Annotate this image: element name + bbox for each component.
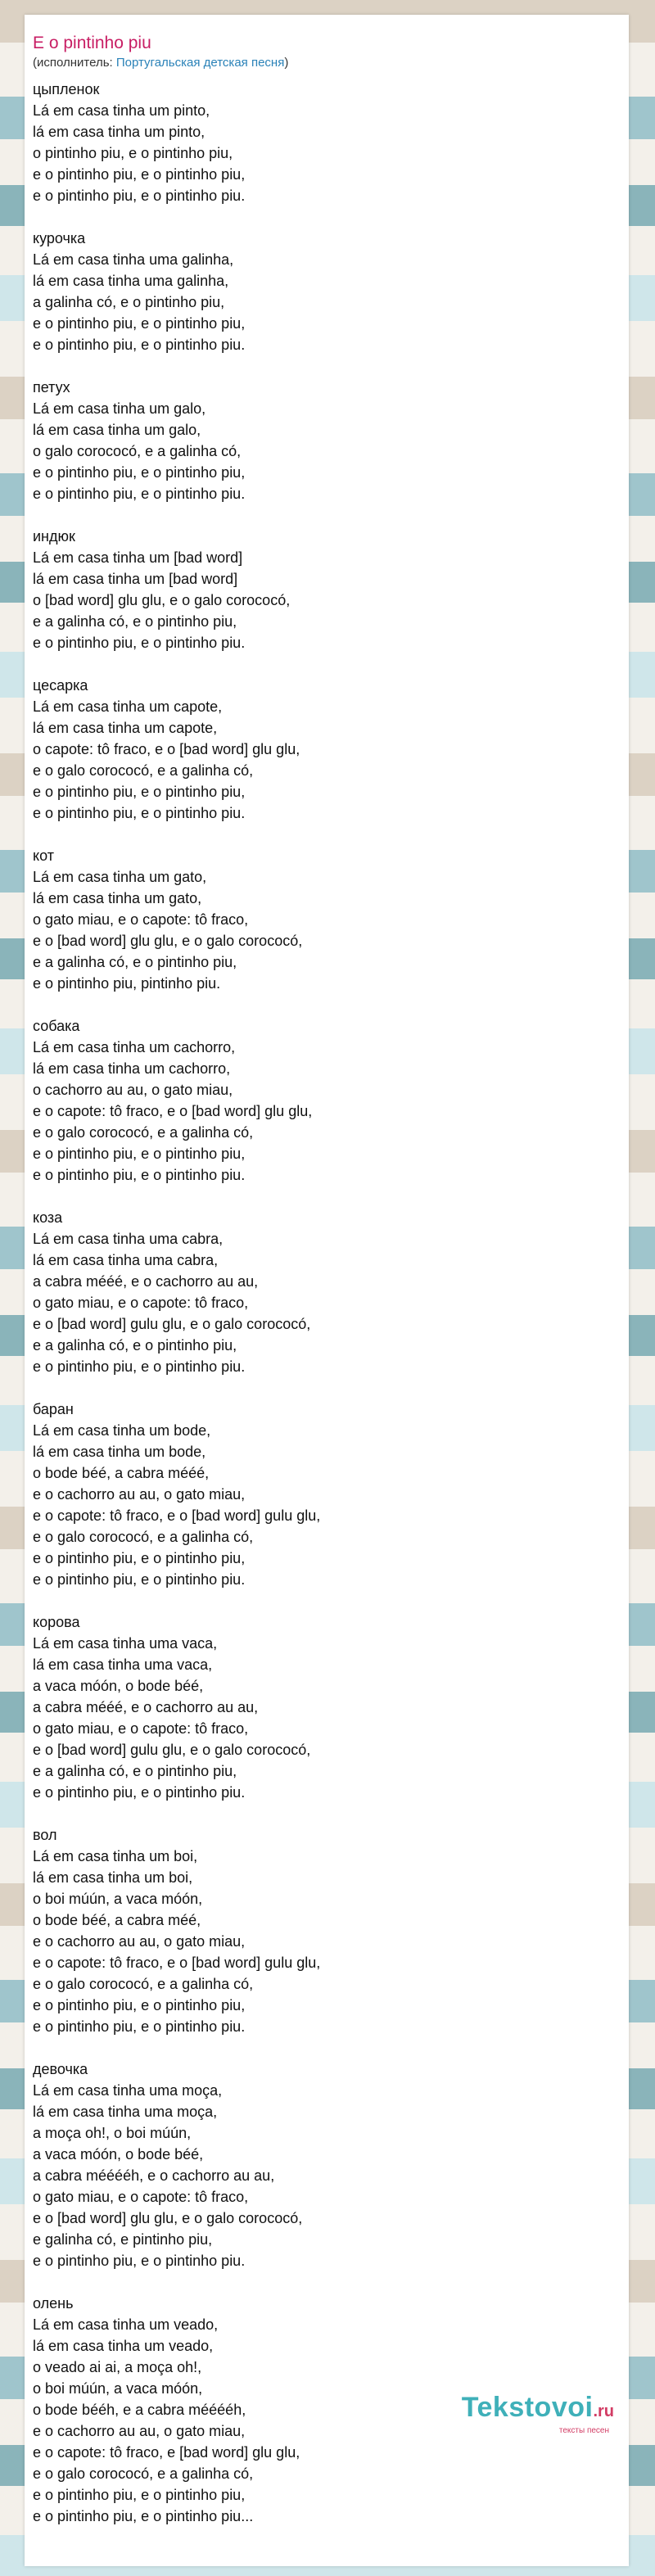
- lyric-line: Lá em casa tinha um [bad word]: [33, 549, 243, 566]
- lyric-line: Lá em casa tinha um veado,: [33, 2316, 219, 2333]
- lyric-line: e o pintinho piu, e o pintinho piu.: [33, 1571, 246, 1588]
- lyric-line: o boi múún, a vaca móón,: [33, 1891, 203, 1907]
- lyrics-stanza: [33, 675, 622, 824]
- stanza-heading: баран: [33, 1401, 74, 1417]
- lyric-line: o pintinho piu, e o pintinho piu,: [33, 145, 233, 161]
- lyric-line: Lá em casa tinha um capote,: [33, 698, 223, 715]
- logo-wordmark: [462, 2393, 614, 2426]
- lyric-line: o gato miau, e o capote: tô fraco,: [33, 911, 249, 928]
- lyric-line: e a galinha có, e o pintinho piu,: [33, 1337, 237, 1354]
- lyric-line: o boi múún, a vaca móón,: [33, 2380, 203, 2397]
- lyric-line: o cachorro au au, o gato miau,: [33, 1082, 233, 1098]
- lyric-line: e o cachorro au au, o gato miau,: [33, 1486, 246, 1503]
- lyric-line: e o pintinho piu, e o pintinho piu,: [33, 784, 246, 800]
- lyric-line: e o capote: tô fraco, e o [bad word] gulu glu,: [33, 1507, 321, 1524]
- stanza-heading: цесарка: [33, 677, 88, 694]
- lyric-line: e o [bad word] glu glu, e o galo corococó,: [33, 2210, 303, 2226]
- lyric-line: e o [bad word] glu glu, e o galo corococó,: [33, 933, 303, 949]
- lyric-line: e o pintinho piu, e o pintinho piu.: [33, 1784, 246, 1801]
- lyric-line: e o galo corococó, e a galinha có,: [33, 1976, 254, 1992]
- lyric-line: e o pintinho piu, e o pintinho piu,: [33, 464, 246, 481]
- lyric-line: o gato miau, e o capote: tô fraco,: [33, 2189, 249, 2205]
- lyric-line: e o pintinho piu, e o pintinho piu,: [33, 1997, 246, 2013]
- lyric-line: lá em casa tinha um galo,: [33, 422, 201, 438]
- lyric-line: lá em casa tinha um [bad word]: [33, 571, 238, 587]
- lyric-line: e a galinha có, e o pintinho piu,: [33, 954, 237, 970]
- lyric-line: lá em casa tinha uma moça,: [33, 2104, 218, 2120]
- stanza-heading: кот: [33, 847, 54, 864]
- stanza-heading: курочка: [33, 230, 86, 246]
- stanza-heading: собака: [33, 1018, 80, 1034]
- lyric-line: a galinha có, e o pintinho piu,: [33, 294, 225, 310]
- lyrics-stanza: [33, 1399, 622, 1590]
- lyrics-card: [25, 15, 629, 2566]
- lyrics-stanza: [33, 1824, 622, 2037]
- stanza-heading: олень: [33, 2295, 74, 2312]
- lyric-line: lá em casa tinha um gato,: [33, 890, 202, 906]
- lyric-line: o gato miau, e o capote: tô fraco,: [33, 1295, 249, 1311]
- lyric-line: e a galinha có, e o pintinho piu,: [33, 1763, 237, 1779]
- lyric-line: lá em casa tinha um cachorro,: [33, 1060, 231, 1077]
- lyric-line: e o pintinho piu, e o pintinho piu,: [33, 1550, 246, 1566]
- lyric-line: e o galo corococó, e a galinha có,: [33, 1529, 254, 1545]
- lyrics-stanza: [33, 1207, 622, 1377]
- lyric-line: lá em casa tinha uma cabra,: [33, 1252, 219, 1268]
- lyric-line: Lá em casa tinha um gato,: [33, 869, 207, 885]
- lyric-line: Lá em casa tinha um galo,: [33, 400, 206, 417]
- logo-name: Tekstovoi: [461, 2392, 594, 2423]
- lyric-line: o bode béé, a cabra méé,: [33, 1912, 201, 1928]
- lyrics-stanza: [33, 2059, 622, 2271]
- lyric-line: e o pintinho piu, e o pintinho piu.: [33, 2253, 246, 2269]
- site-logo[interactable]: [462, 2393, 614, 2436]
- lyric-line: e o pintinho piu, e o pintinho piu.: [33, 2018, 246, 2035]
- stanza-heading: вол: [33, 1827, 57, 1843]
- lyric-line: Lá em casa tinha um bode,: [33, 1422, 211, 1439]
- lyric-line: e o pintinho piu, e o pintinho piu.: [33, 805, 246, 821]
- lyric-line: lá em casa tinha um boi,: [33, 1869, 193, 1886]
- lyric-line: e o pintinho piu, e o pintinho piu,: [33, 166, 246, 183]
- logo-tagline: тексты песен: [558, 2426, 609, 2435]
- lyric-line: o capote: tô fraco, e o [bad word] glu glu,: [33, 741, 300, 757]
- lyric-line: lá em casa tinha um veado,: [33, 2338, 214, 2354]
- lyric-line: e o capote: tô fraco, e o [bad word] gulu glu,: [33, 1955, 321, 1971]
- lyric-line: Lá em casa tinha uma galinha,: [33, 251, 234, 268]
- lyric-line: e o pintinho piu, e o pintinho piu,: [33, 315, 246, 332]
- song-title: E o pintinho piu: [33, 34, 151, 52]
- lyric-line: e galinha có, e pintinho piu,: [33, 2231, 213, 2248]
- lyric-line: e o pintinho piu, e o pintinho piu.: [33, 486, 246, 502]
- lyric-line: e o cachorro au au, o gato miau,: [33, 1933, 246, 1950]
- lyric-line: o bode bééh, e a cabra mééééh,: [33, 2402, 246, 2418]
- lyric-line: lá em casa tinha um capote,: [33, 720, 218, 736]
- lyric-line: e o capote: tô fraco, e o [bad word] glu glu,: [33, 1103, 313, 1119]
- lyric-line: Lá em casa tinha uma cabra,: [33, 1231, 224, 1247]
- lyric-line: Lá em casa tinha um pinto,: [33, 102, 210, 119]
- artist-suffix: ): [284, 56, 289, 70]
- lyric-line: o [bad word] glu glu, e o galo corococó,: [33, 592, 291, 608]
- lyric-line: lá em casa tinha uma vaca,: [33, 1656, 213, 1673]
- lyrics-stanza: [33, 1611, 622, 1803]
- stanza-heading: индюк: [33, 528, 75, 545]
- stanza-heading: корова: [33, 1614, 80, 1630]
- stanza-heading: петух: [33, 379, 70, 395]
- lyric-line: a vaca móón, o bode béé,: [33, 2146, 204, 2162]
- lyric-line: Lá em casa tinha uma moça,: [33, 2082, 223, 2099]
- lyric-line: lá em casa tinha um pinto,: [33, 124, 206, 140]
- lyric-line: e o galo corococó, e a galinha có,: [33, 1124, 254, 1141]
- lyric-line: o gato miau, e o capote: tô fraco,: [33, 1720, 249, 1737]
- lyric-line: a cabra mééé, e o cachorro au au,: [33, 1699, 259, 1715]
- artist-prefix: (исполнитель:: [33, 56, 116, 70]
- lyric-line: e o pintinho piu, e o pintinho piu.: [33, 188, 246, 204]
- lyric-line: e o pintinho piu, pintinho piu.: [33, 975, 221, 992]
- lyric-line: e o pintinho piu, e o pintinho piu.: [33, 1167, 246, 1183]
- lyric-line: e o [bad word] gulu glu, e o galo corococó,: [33, 1742, 311, 1758]
- lyric-line: o galo corococó, e a galinha có,: [33, 443, 242, 459]
- lyric-line: a cabra mééééh, e o cachorro au au,: [33, 2167, 275, 2184]
- lyric-line: Lá em casa tinha uma vaca,: [33, 1635, 218, 1652]
- lyric-line: e o [bad word] gulu glu, e o galo corococó,: [33, 1316, 311, 1332]
- lyric-line: e o pintinho piu, e o pintinho piu...: [33, 2508, 254, 2524]
- lyric-line: e o cachorro au au, o gato miau,: [33, 2423, 246, 2439]
- lyric-line: e o galo corococó, e a galinha có,: [33, 762, 254, 779]
- lyric-line: e o pintinho piu, e o pintinho piu.: [33, 1358, 246, 1375]
- lyric-line: e o pintinho piu, e o pintinho piu.: [33, 635, 246, 651]
- lyric-line: e o galo corococó, e a galinha có,: [33, 2465, 254, 2482]
- lyrics-stanza: [33, 377, 622, 504]
- logo-tld: .ru: [593, 2402, 614, 2420]
- lyric-line: Lá em casa tinha um cachorro,: [33, 1039, 236, 1055]
- lyric-line: e o capote: tô fraco, e [bad word] glu glu,: [33, 2444, 300, 2461]
- lyric-line: lá em casa tinha um bode,: [33, 1444, 206, 1460]
- lyrics-stanza: [33, 1015, 622, 1186]
- lyric-line: o bode béé, a cabra mééé,: [33, 1465, 210, 1481]
- lyrics-stanza: [33, 79, 622, 206]
- stanza-heading: цыпленок: [33, 81, 100, 97]
- lyric-line: e o pintinho piu, e o pintinho piu,: [33, 2487, 246, 2503]
- artist-line: [33, 56, 288, 70]
- artist-link[interactable]: Португальская детская песня: [115, 56, 285, 70]
- lyric-line: a cabra mééé, e o cachorro au au,: [33, 1273, 259, 1290]
- lyrics-stanza: [33, 228, 622, 355]
- lyric-line: o veado ai ai, a moça oh!,: [33, 2359, 202, 2375]
- lyrics-body: [33, 79, 622, 2527]
- lyric-line: a moça oh!, o boi múún,: [33, 2125, 192, 2141]
- lyric-line: e o pintinho piu, e o pintinho piu,: [33, 1146, 246, 1162]
- lyric-line: e o pintinho piu, e o pintinho piu.: [33, 337, 246, 353]
- lyric-line: a vaca móón, o bode béé,: [33, 1678, 204, 1694]
- stanza-heading: коза: [33, 1209, 63, 1226]
- lyrics-stanza: [33, 845, 622, 994]
- lyric-line: lá em casa tinha uma galinha,: [33, 273, 229, 289]
- stanza-heading: девочка: [33, 2061, 88, 2077]
- lyric-line: Lá em casa tinha um boi,: [33, 1848, 198, 1864]
- lyrics-stanza: [33, 526, 622, 653]
- lyric-line: e a galinha có, e o pintinho piu,: [33, 613, 237, 630]
